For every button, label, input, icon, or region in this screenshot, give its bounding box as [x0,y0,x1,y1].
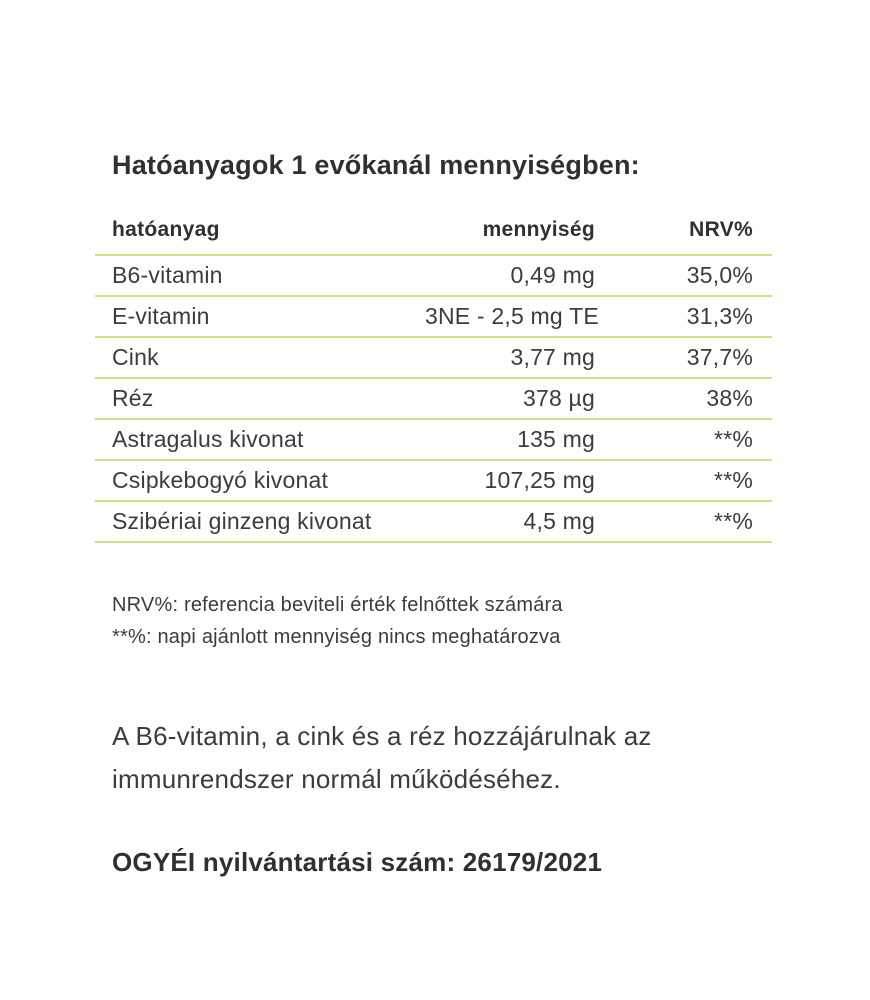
ingredient-nrv: 38% [706,385,753,411]
table-row [95,256,772,297]
header-amount: mennyiség [482,218,595,241]
ingredients-table [95,218,772,543]
ingredient-amount: 107,25 mg [484,467,595,493]
ingredient-name: Cink [112,344,159,370]
health-claim-line1: A B6-vitamin, a cink és a réz hozzájárulnak az [112,721,652,751]
ingredient-name: Réz [112,385,154,411]
header-nrv: NRV% [689,218,753,241]
ingredient-nrv: **% [714,508,753,534]
table-row [95,461,772,502]
footnote-nrv: NRV%: referencia beviteli érték felnőttek számára [112,594,563,616]
ingredient-amount: 135 mg [517,426,595,452]
registration-number: OGYÉI nyilvántartási szám: 26179/2021 [112,847,603,877]
health-claim-line2: immunrendszer normál működéséhez. [112,764,561,794]
table-row [95,420,772,461]
ingredient-amount: 378 µg [522,385,595,411]
ingredient-nrv: 37,7% [686,344,753,370]
ingredient-nrv: 31,3% [686,303,753,329]
health-claim [95,715,772,801]
label-content [95,148,772,879]
header-ingredient: hatóanyag [112,218,220,241]
ingredient-nrv: **% [714,467,753,493]
ingredient-name: Szibériai ginzeng kivonat [112,508,372,534]
table-row [95,338,772,379]
table-row [95,297,772,338]
ingredient-amount: 4,5 mg [523,508,595,534]
ingredient-nrv: 35,0% [686,262,753,288]
ingredient-nrv: **% [714,426,753,452]
footnotes [95,589,772,653]
ingredient-amount: 0,49 mg [510,262,595,288]
ingredient-name: Csipkebogyó kivonat [112,467,329,493]
table-row [95,379,772,420]
ingredient-amount: 3NE - 2,5 mg TE [425,303,599,329]
ingredient-amount: 3,77 mg [510,344,595,370]
ingredient-name: E-vitamin [112,303,210,329]
table-row [95,502,772,543]
footnote-asterisk: **%: napi ajánlott mennyiség nincs meghatározva [112,626,561,648]
table-header-row [95,218,772,256]
ingredient-name: Astragalus kivonat [112,426,304,452]
page-title: Hatóanyagok 1 evőkanál mennyiségben: [112,150,640,180]
ingredient-name: B6-vitamin [112,262,223,288]
